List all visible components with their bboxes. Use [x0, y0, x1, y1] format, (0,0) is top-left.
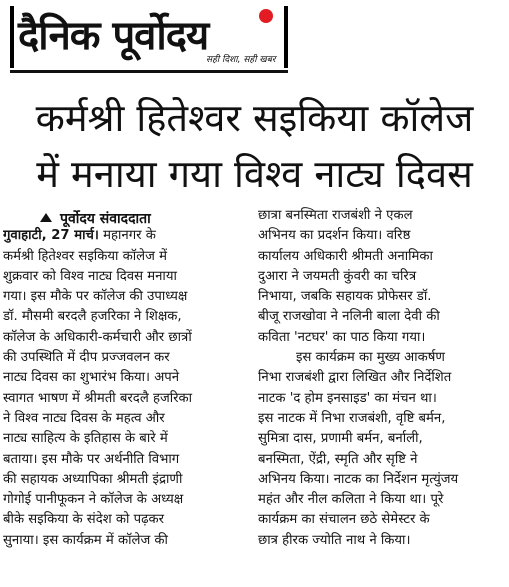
article-left-column	[3, 206, 246, 551]
article-line: स्वागत भाषण में श्रीमती बरदलै हजरिका	[3, 390, 193, 406]
article-line: नाट्य साहित्य के इतिहास के बारे में	[3, 431, 168, 447]
article-line: बताया। इस मौके पर अर्थनीति विभाग	[3, 451, 180, 467]
article-line: अभिनय का प्रदर्शन किया। वरिष्ठ	[258, 228, 411, 244]
article-line: इस नाटक में निभा राजबंशी, वृष्टि बर्मन,	[258, 410, 446, 426]
article-line: कर्मश्री हितेश्वर सइकिया कॉलेज में	[3, 248, 167, 264]
article-line: निभा राजबंशी द्वारा लिखित और निर्देशित	[258, 370, 452, 386]
article-line: गोगोई पानीफूकन ने कॉलेज के अध्यक्ष	[3, 492, 184, 508]
article-text: महानगर के	[103, 228, 156, 244]
article-right-column	[258, 206, 505, 551]
headline-line-2: में मनाया गया विश्व नाट्य दिवस	[36, 152, 473, 196]
article-line: कार्यालय अधिकारी श्रीमती अनामिका	[258, 248, 433, 264]
article-line: दुआरा ने जयमती कुंवरी का चरित्र	[258, 268, 417, 284]
article-line: गया। इस मौके पर कॉलेज की उपाध्यक्ष	[3, 289, 188, 305]
article-line: कार्यक्रम का संचालन छठे सेमेस्टर के	[258, 512, 430, 528]
headline-line-1: कर्मश्री हितेश्वर सइकिया कॉलेज	[35, 96, 474, 140]
article-line: नाटक 'द होम इनसाइड' का मंचन था।	[258, 390, 437, 406]
article-line: ने विश्व नाट्य दिवस के महत्व और	[3, 410, 165, 426]
article-line: इस कार्यक्रम का मुख्य आकर्षण	[296, 350, 445, 366]
article-line: छात्र हीरक ज्योति नाथ ने किया।	[258, 532, 411, 548]
article-line: सुनाया। इस कार्यक्रम में कॉलेज की	[3, 532, 168, 548]
newspaper-logo: दैनिक पूर्वोदय	[18, 12, 209, 59]
article-line: नाट्य दिवस का शुभारंभ किया। अपने	[3, 370, 180, 386]
article-line: शुक्रवार को विश्व नाट्य दिवस मनाया	[3, 268, 177, 284]
dateline: गुवाहाटी, 27 मार्च।	[3, 228, 99, 244]
byline-text: पूर्वोदय संवाददाता	[60, 211, 151, 227]
article-line	[3, 226, 246, 246]
article-line: बनस्मिता, ऐंद्री, स्मृति और सृष्टि ने	[258, 451, 418, 467]
article-line: डॉ. मौसमी बरदलै हजरिका ने शिक्षक,	[3, 309, 182, 325]
article-line: निभाया, जबकि सहायक प्रोफेसर डॉ.	[258, 289, 432, 305]
logo-red-dot-icon	[259, 9, 273, 23]
article-line: की सहायक अध्यापिका श्रीमती इंद्राणी	[3, 471, 183, 487]
article-line: कविता 'नटघर' का पाठ किया गया।	[258, 329, 426, 345]
article-line: सुमित्रा दास, प्रणामी बर्मन, बर्नाली,	[258, 431, 423, 447]
article-line: बीजू राजखोवा ने नलिनी बाला देवी की	[258, 309, 440, 325]
newspaper-tagline: सही दिशा, सही खबर	[206, 55, 276, 65]
article-line: बीके सइकिया के संदेश को पढ़कर	[3, 512, 165, 528]
masthead	[0, 0, 509, 80]
article-line: की उपस्थिति में दीप प्रज्जवलन कर	[3, 350, 170, 366]
article-line: कॉलेज के अधिकारी-कर्मचारी और छात्रों	[3, 329, 192, 345]
article-line: अभिनय किया। नाटक का निर्देशन मृत्युंजय	[258, 471, 459, 487]
spacer	[3, 206, 246, 226]
article-line: महंत और नील कलिता ने किया था। पूरे	[258, 492, 444, 508]
masthead-rule	[10, 70, 288, 73]
article-line: छात्रा बनस्मिता राजबंशी ने एकल	[258, 208, 413, 223]
